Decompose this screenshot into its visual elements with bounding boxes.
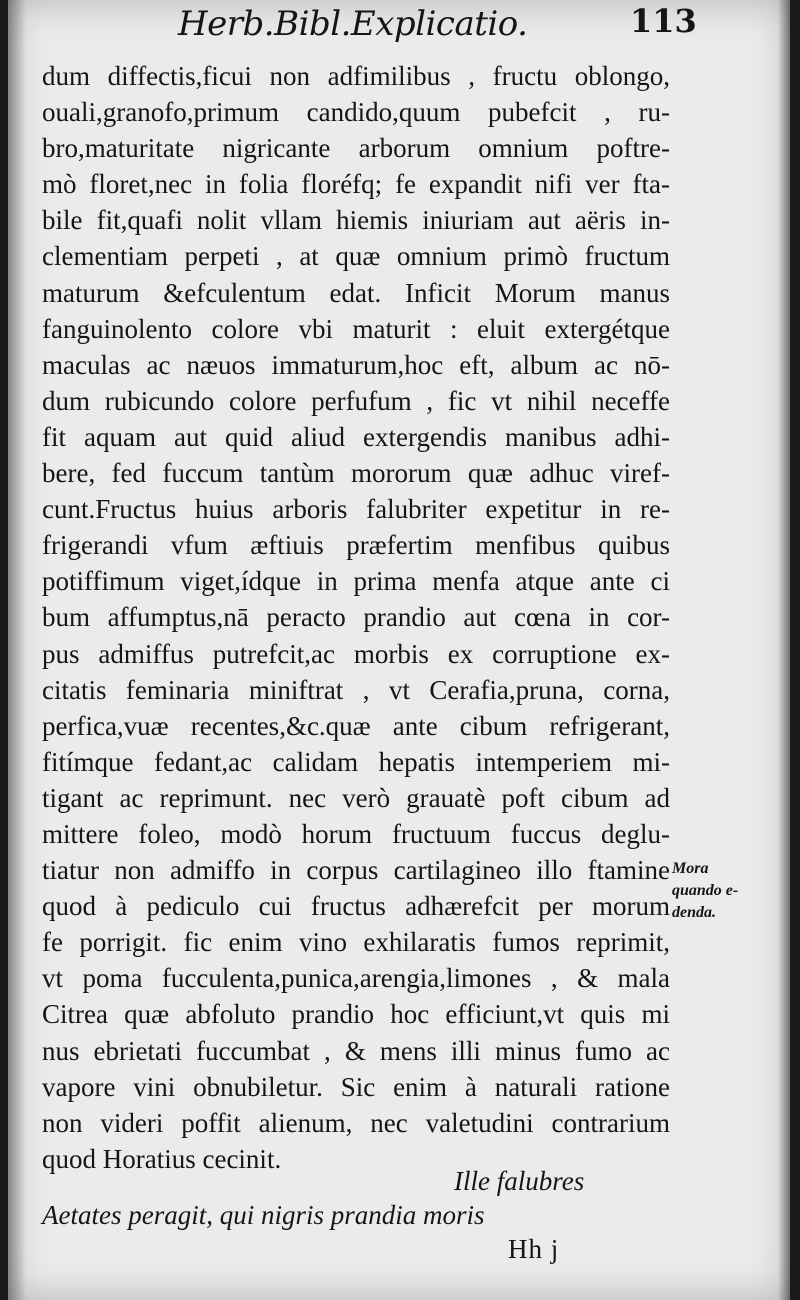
text-line: maculas ac næuos immaturum,hoc eft, album ac nō- <box>42 349 670 380</box>
text-line: mittere foleo, modò horum fructuum fuccus deglu- <box>42 818 670 849</box>
text-line: bile fit,quafi nolit vllam hiemis iniuriam aut aëris in- <box>42 205 670 236</box>
text-line: clementiam perpeti , at quæ omnium primò fructum <box>42 241 670 272</box>
text-line: tiatur non admiffo in corpus cartilagineo illo ftamine <box>42 855 670 886</box>
marginal-note-line: denda. <box>672 904 716 921</box>
body-text <box>42 58 670 1177</box>
text-line: perfica,vuæ recentes,&c.quæ ante cibum refrigerant, <box>42 710 670 741</box>
text-line: bum affumptus,nā peracto prandio aut cœna in cor- <box>42 602 670 633</box>
text-line: tigant ac reprimunt. nec verò grauatè poft cibum ad <box>42 782 670 813</box>
text-line: potiffimum viget,ídque in prima menfa atque ante ci <box>42 566 670 597</box>
text-line: dum diffectis,ficui non adfimilibus , fructu oblongo, <box>42 61 670 91</box>
text-line: nus ebrietati fuccumbat , & mens illi minus fumo ac <box>42 1035 670 1066</box>
text-line: dum rubicundo colore perfufum , fic vt nihil neceffe <box>42 385 670 416</box>
text-line: fitímque fedant,ac calidam hepatis intemperiem mi- <box>42 746 670 777</box>
text-line: fit aquam aut quid aliud extergendis manibus adhi- <box>42 421 670 452</box>
text-line: non videri poffit alienum, nec valetudini contrarium <box>42 1107 670 1138</box>
text-line: fe porrigit. fic enim vino exhilaratis fumos reprimit, <box>42 927 670 958</box>
text-line: mò floret,nec in folia floréfq; fe expandit nifi ver fta- <box>42 169 670 200</box>
text-line: citatis feminaria miniftrat , vt Cerafia,pruna, corna, <box>42 674 670 705</box>
text-line: bro,maturitate nigricante arborum omnium poftre- <box>42 133 670 164</box>
book-page <box>8 0 790 1300</box>
text-line: quod Horatius cecinit. <box>42 1143 282 1174</box>
text-line: Citrea quæ abfoluto prandio hoc efficiunt,vt quis mi <box>42 999 670 1030</box>
text-line: bere, fed fuccum tantùm mororum quæ adhuc viref- <box>42 458 670 489</box>
text-line: cunt.Fructus huius arboris falubriter expetitur in re- <box>42 494 670 525</box>
text-line: maturum &efculentum edat. Inficit Morum manus <box>42 277 670 308</box>
text-line: fanguinolento colore vbi maturit : eluit extergétque <box>42 313 670 344</box>
text-line: vt poma fucculenta,punica,arengia,limones , & mala <box>42 963 670 994</box>
page-number: 113 <box>630 2 697 40</box>
running-head: Herb.Bibl.Explicatio. <box>178 4 528 44</box>
signature-mark: Hh j <box>508 1234 560 1264</box>
text-line: ouali,granofo,primum candido,quum pubefcit , ru- <box>42 97 670 128</box>
marginal-note <box>672 858 772 924</box>
marginal-note-line: quando e- <box>672 882 739 899</box>
marginal-note-line: Mora <box>672 860 709 877</box>
text-line: quod à pediculo cui fructus adhærefcit per morum <box>42 891 670 922</box>
quotation-line: Ille falubres <box>454 1166 585 1196</box>
text-line: vapore vini obnubiletur. Sic enim à naturali ratione <box>42 1071 670 1102</box>
quotation-line: Aetates peragit, qui nigris prandia moris <box>42 1200 485 1230</box>
text-line: pus admiffus putrefcit,ac morbis ex corruptione ex- <box>42 638 670 669</box>
text-line: frigerandi vfum æftiuis præfertim menfibus quibus <box>42 530 670 561</box>
